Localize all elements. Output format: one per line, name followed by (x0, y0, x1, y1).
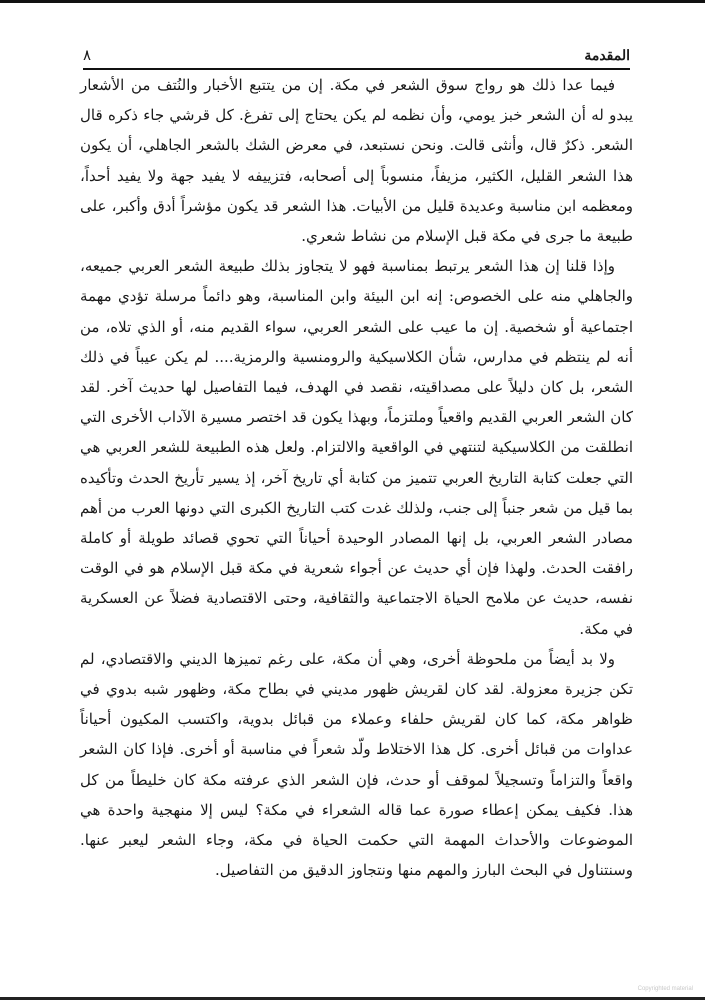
copyright-watermark: Copyrighted material (637, 986, 693, 992)
paragraph: وإذا قلنا إن هذا الشعر يرتبط بمناسبة فهو لا يتجاوز بذلك طبيعة الشعر العربي جميعه، والجاهلي منه على الخصوص: إنه ابن البيئة وابن المناسبة، وهو دائماً مرسلة تؤدي مهمة اجتماعية أو شخصية. إن ما عيب على الشعر العربي، سواء القديم منه، أو الذي تلاه، من أنه لم ينتظم في مدارس، شأن الكلاسيكية والرومنسية والرمزية.... لم يكن عيباً في ذلك الشعر، بل كان دليلاً على مصداقيته، نقصد في الهدف، فيما التفاصيل لها حديث آخر. لقد كان الشعر العربي القديم واقعياً وملتزماً، وبهذا يكون قد اختصر مسيرة الآداب الأخرى التي انطلقت من الكلاسيكية لتنتهي في الواقعية والالتزام. ولعل هذه الطبيعة للشعر العربي هي التي جعلت كتابة التاريخ العربي تتميز من كتابة أي تاريخ آخر، إذ يسير تأريخ الحدث وتأكيده بما قيل من شعر جنباً إلى جنب، ولذلك غدت كتب التاريخ الكبرى التي دونها العرب من أهم مصادر الشعر العربي، بل إنها المصادر الوحيدة أحياناً التي تحوي قصائد طويلة أو كاملة رافقت الحدث. ولهذا فإن أي حديث عن أجواء شعرية في مكة قبل الإسلام هو في الوقت نفسه، حديث عن ملامح الحياة الاجتماعية والثقافية، وحتى الاقتصادية فضلاً عن العسكرية في مكة. (80, 257, 633, 638)
body-text (80, 70, 633, 885)
page-number: ٨ (83, 46, 92, 64)
running-header (83, 38, 630, 70)
chapter-title: المقدمة (584, 48, 630, 64)
paragraph: فيما عدا ذلك هو رواج سوق الشعر في مكة. إن من يتتبع الأخبار والنُتف من الأشعار يبدو له أن الشعر خبز يومي، وأن نظمه لم يكن يحتاج إلى تفرغ. كل قرشي جاء ذكره قال الشعر. ذكرٌ قال، وأنثى قالت. ونحن نستبعد، في معرض الشك بالشعر الجاهلي، أن يكون هذا الشعر القليل، الكثير، مزيفاً، منسوباً إلى أصحابه، فتزييفه لا يفيد جهة ولا يفيد أحداً، ومعظمه ابن مناسبة وعديدة قليل من الأبيات. هذا الشعر قد يكون مؤشراً أدق وأكبر، على طبيعة ما جرى في مكة قبل الإسلام من نشاط شعري. (80, 76, 633, 246)
top-border (0, 0, 705, 3)
paragraph: ولا بد أيضاً من ملحوظة أخرى، وهي أن مكة، على رغم تميزها الديني والاقتصادي، لم تكن جزيرة معزولة. لقد كان لقريش ظهور مديني في بطاح مكة، وظهور شبه بدوي في ظواهر مكة، كما كان لقريش حلفاء وعملاء من قبائل بدوية، واكتسب المكيون أحياناً عداوات من قبائل أخرى. كل هذا الاختلاط ولّد شعراً في مناسبة أو أخرى. فإذا كان الشعر واقعاً والتزاماً وتسجيلاً لموقف أو حدث، فإن الشعر الذي عرفته مكة كان خليطاً من كل هذا. فكيف يمكن إعطاء صورة عما قاله الشعراء في مكة؟ ليس إلا منهجية واحدة هي الموضوعات والأحداث المهمة التي حكمت الحياة في مكة، وجاء الشعر ليعبر عنها. وسنتناول في البحث البارز والمهم منها ونتجاوز الدقيق من التفاصيل. (80, 649, 633, 880)
